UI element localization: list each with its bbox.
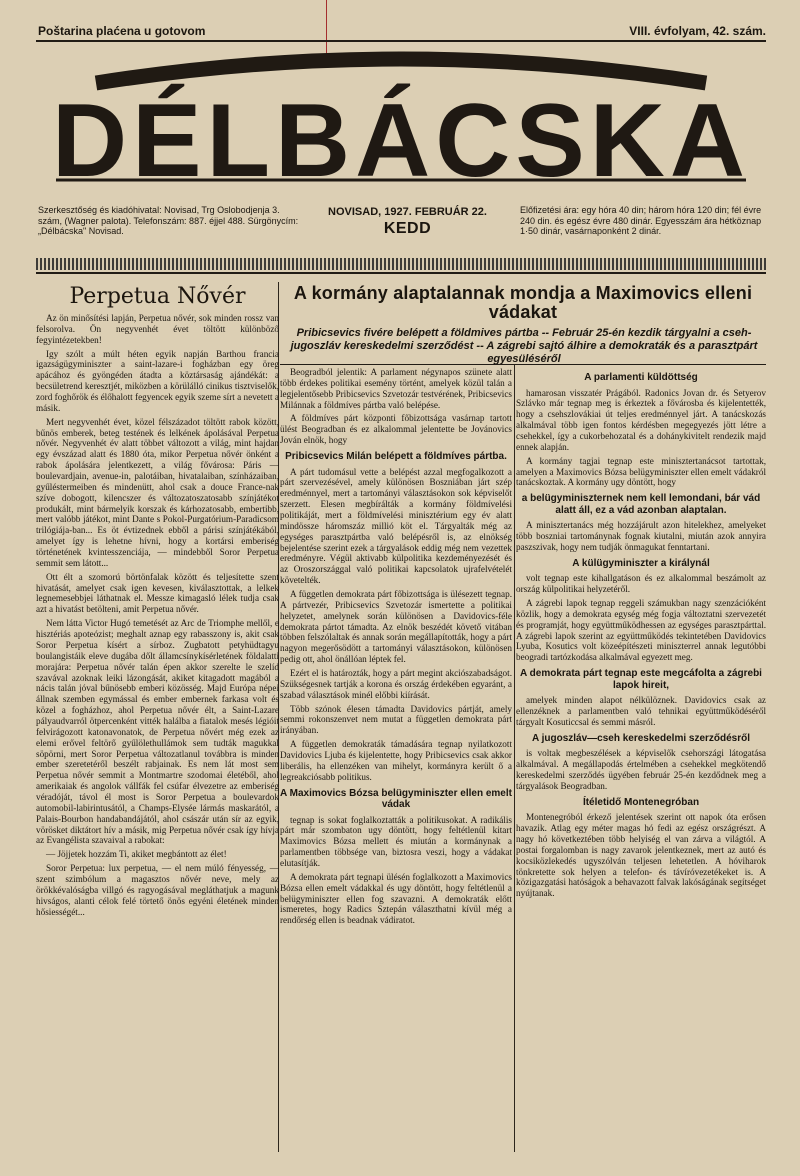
- left-paragraph: — Jöjjetek hozzám Ti, akiket megbántott az élet!: [46, 849, 227, 860]
- column-divider-right: [514, 365, 515, 1152]
- right-paragraph: volt tegnap este kihallgatáson és ez alkalommal beszámolt az ország külpolitikai helyzetéről.: [516, 573, 766, 595]
- main-headline: A kormány alaptalannak mondja a Maximovics elleni vádakat: [293, 283, 753, 323]
- main-subheadline: Pribicsevics fivére belépett a földmives pártba -- Február 25-én kezdik tárgyalni a cseh-jugoszláv kereskedelmi szerződést -- A zágrebi sajtó álhire a demokraták és a parasztpárt egyesüléséről: [290, 327, 758, 365]
- right-paragraph: is voltak megbeszélések a képviselők csehországi látogatása alkalmával. A megállapodás értelmében a csehekkel megkötendő kereskedelmi szerződés ügyében február 25-én kezdődnek meg a tárgyalások Beogradban.: [516, 748, 766, 791]
- middle-section-title: A Maximovics Bózsa belügyminiszter ellen emelt vádak: [280, 787, 512, 811]
- masthead-title: DÉLBÁCSKA: [52, 83, 750, 197]
- top-rule: [36, 40, 766, 42]
- header-bottom-rule: [36, 272, 766, 274]
- header-stripe: [36, 258, 766, 270]
- middle-paragraph: A párt tudomásul vette a belépést azzal megfogalkozott a párt szervezésével, amely különösen Boszniában járt szép eredménnyel, mert a tartományi választásokon sok képviselőt szerzett. Elesen megbírálták a kormány földmívelési politikáját, mert a földmívelési minisztérium egy év alatt mindössze háromszáz millió köt el. Tárgyalták még az egységes parasztpártba való belépésről is, az elnökség bejelentése szerint ezek a tárgyalások eddig még nem vezettek eredményre. Végül aktivabb külpolitika kezdeményezését és az Oroszországgal való politikai kapcsolatok ujrafelvételét követelték.: [280, 466, 512, 586]
- right-section-title: Ítéletidő Montenegróban: [582, 796, 700, 808]
- right-paragraph: amelyek minden alapot nélkülöznek. Davidovics csak az ellenzéknek a parlamentben való tehnikai együttműködéséről tárgyalt Kosuticcsal és semmi másról.: [516, 695, 766, 727]
- left-paragraph: Az ön minősítési lapján, Perpetua nővér, sok minden rossz van felsorolva. Ön negyvenhét évet töltött különböző fegyintézetekben!: [36, 313, 279, 345]
- left-paragraph: Soror Perpetua: lux perpetua, — el nem múló fényesség, — szent szimbólum a magasztos nővér neve, mely az örökkévalóságba villgó és ragyogásával megláthatjuk a magunk hivságos, alanti célok felé törtető önös egyéni életének minden hősiességét...: [36, 863, 279, 917]
- middle-paragraph: A földmíves párt központi főbizottsága vasárnap tartott ülést Beogradban és ez alkalommal jelentette be Jovánovics Jován elnök, hogy: [280, 413, 512, 446]
- middle-section-title: Pribicsevics Milán belépett a földmíves pártba.: [285, 451, 507, 463]
- issue-date: NOVISAD, 1927. FEBRUÁR 22.: [328, 206, 487, 218]
- middle-paragraph: A független demokraták támadására tegnap nyilatkozott Davidovics Ljuba és kijelentette, hogy Pribicsevics csak akkor liberális, ha ellenzéken van mihelyt, kormányra került ő a legreakciósabb politikus.: [280, 739, 512, 782]
- masthead: [36, 43, 766, 197]
- postage-note: Poštarina plaćena u gotovom: [38, 24, 206, 38]
- right-paragraph: hamarosan visszatér Prágából. Radonics Jovan dr. és Setyerov Szlávko már tegnap meg is érkeztek a fővárosba és kijelentették, hogy a csehszlovákiai út teljes eredménnyel járt. A tanácskozás alkalmával több igen fontos kérdésben megegyezés jött létre a csehekkel, így a cukorbehozatal és a dohánykivitelt rendezik majd ennek alapján.: [516, 387, 766, 452]
- middle-paragraph: Ezért el is határozták, hogy a párt megint akciószabadságot. Szükségesnek tartják a korona és ország érdekében egyaránt, a szabad választások minél előbbi kiírását.: [280, 667, 512, 700]
- right-column: [516, 367, 766, 1154]
- right-section-title: A jugoszláv—cseh kereskedelmi szerződésről: [531, 732, 751, 744]
- left-paragraph: Igy szólt a múlt héten egyik napján Barthou francia igazságügyminiszter a saint-lazare-i fogházban egy öreg apácához és gyöngéden átadta a köztársaság ajándékát: a becsületrend keresztjét, miközben a körülálló cinikus tisztviselők, zord foghőrök és élőhalott fegyencek egyik szeme sírt a nevetett a másik.: [36, 348, 279, 413]
- headline-rule: [280, 364, 766, 365]
- left-paragraph: Mert negyvenhét évet, közel félszázadot töltött rabok között, bűnös emberek, beteg testének és lelkének ápolásával Perpetua nővér. Negyvenhét év alatt többet változott a világ, mint hajdan egy évszázad alatt és 1880 óta, mikor Perpetua nővér önként a rabok ápolására jelentkezett, a világ fővárosa: Páris — boulevardjain, avenue-in, palotáiban, hivatalaiban, színházaiban, gyűléstermeiben és mindenütt, ahol csak a douce France-nak szíve dobogott, kilencszer és változatoszatosabb színjátékot produkált, mint bármelyik korszak és kárhozatosabb, embertibb, mert valóbb játékot, mint Dante s Pokol-Purgatórium-Paradicsom trilógiája-ban... Es öt évtizednek ebből a párisi színjátékából, amelyet így is lehetne hívni, hogy a kortársi emberiség történetének kvintesszenciája, — mindebből Soror Perpetua semmit sem látott...: [36, 416, 279, 568]
- right-section-title: a belügyminiszternek nem kell lemondani, bár vád alatt áll, ez a vád azonban alaptalan.: [521, 493, 761, 516]
- middle-column: [280, 367, 512, 1154]
- volume-number: VIII. évfolyam, 42. szám.: [629, 24, 766, 38]
- subscription-info: Előfizetési ára: egy hóra 40 din; három hóra 120 din; fél évre 240 din. és egész évre 480 dinár. Egyesszám ára hétköznap 1·50 dinár, vasárnaponként 2 dinár.: [520, 205, 762, 237]
- right-paragraph: A kormány tagjai tegnap este minisztertanácsot tartottak, amelyen a Maximovics Bózsa belügyminiszter ellen emelt vádakról tanácskoztak. A kormány ugy döntött, hogy: [516, 455, 766, 488]
- date-block: [320, 206, 495, 238]
- left-article-title: Perpetua Nővér: [69, 284, 246, 309]
- right-paragraph: A zágrebi lapok tegnap reggeli számukban nagy szenzációként közlik, hogy a demokrata egység még fogja változtatni szervezetét és programját, hogy együttműködhessen az egységes parasztpárttal. A zágrebi lapok szerint az együttműködés tekintetében Davidovics Lyuba, Kosutics volt közeépítészeti miniszterrel annak legutóbbi beogradi tartózkodása alkalmával egyezett meg.: [516, 598, 766, 663]
- editorial-info: Szerkesztőség és kiadóhivatal: Novisad, Trg Oslobodjenja 3. szám, (Wagner palota). Telefonszám: 887. éjjel 488. Sürgönycím: „Délbácska" Novisad.: [38, 205, 299, 237]
- top-line: [38, 24, 766, 40]
- right-section-title: A demokrata párt tegnap este megcáfolta a zágrebi lapok hireit,: [520, 668, 762, 691]
- left-paragraph: Nem látta Victor Hugó temetését az Arc de Triomphe mellől, e hisztériás apoteózist; meghalt aznap egy rabasszony is, akit csak Soror Perpetua kísért a sírboz. Zugbatott petyhüdtagyu boulangistáik eleve dugába dőlt államcsínykísérletének földalatti morajára: Perpetua nővér talán épen akkor szerelte le szelíd szavával azoknak leiki lázongását, akiket kitagadott magából a nácis talán jóval bűnösebb emberi közösség. Majd Európa népei állnak szemben egymással és ember embernek farkasa volt és közel a fogházhoz, ahol Perpetua nővér élt, a Saint-Lazare pályaudvarról ötpercenként vitték halálba a fiatalok mesés légióit felvirágozott katonavonatok, de Perpetua nővért még ezek az elemi erővel feltörő gyűlölethullámok sem tudták magukkal söpörni, mert Soror Perpetua változatlanul továbbra is minden ember szeretetéről beszélt rabjainak. Es nem lát most sem Perpetua nővér semmit a Montmartre szodomai életéből, ahol amerikaiak és angolok vállfák fel csúfar élvezetre az emberiség véradóját, távol él most is Soror Perpetua a boulevardok automobil-labirintusától, a Champs-Elysée lármás maskarától, a Palais-Bourbon handabandájától, ahol császár után sír az egyik, vörösket diktátort hív a másik, mig Perpetua nővér csak így hívja az Evangélista szavaival a rabokat:: [36, 618, 279, 846]
- right-paragraph: A minisztertanács még hozzájárult azon hitelekhez, amelyeket több boszniai tartománynak fognak kiutalni, miután azok annyira paszszivak, hogy nem tudják önmagukat fenntartani.: [516, 520, 766, 552]
- weekday: KEDD: [383, 220, 432, 238]
- right-section-title: A külügyminiszter a királynál: [572, 557, 710, 569]
- left-paragraph: Ott élt a szomorú börtönfalak között és teljesítette szent hivatását, amelyet csak igen kevesen, kiválasztottak, a lelkek legnemesebbjei láthatnak el. Messze kimagasló lélek tudja csak azt a hivatást betölteni, amit Perpetua nővér.: [36, 571, 279, 615]
- left-article: [36, 282, 279, 1154]
- middle-paragraph: Beogradból jelentik: A parlament négynapos szünete alatt több érdekes politikai esemény történt, amelyek közül talán a legjelentősebb Pribicsevics Szvetozár testvérének, Pribicsevics Milánnak a földmíves pártba való belépése.: [280, 367, 512, 410]
- middle-paragraph: tegnap is sokat foglalkoztatták a politikusokat. A radikális párt már szombaton ugy döntött, hogy feltétlenül kitart Maximovics Bózsa mellett és miután a kormánynak a parlamentben többsége van, biztosra veszi, hogy a vádakat elutasítják.: [280, 814, 512, 869]
- middle-paragraph: Több szónok élesen támadta Davidovics pártját, amely semmi rokonszenvet nem mutat a független demokrata párt irányában.: [280, 703, 512, 736]
- right-section-title: A parlamenti küldöttség: [584, 372, 698, 383]
- right-paragraph: Montenegróból érkező jelentések szerint ott napok óta erősen havazik. Atlag egy méter magas hó fedi az egész országrészt. A nagy hó következtében több helyiség el van zárva a világtól. A postai forgalomban is nagy zavarok jelentkeznek, mert az autó és kocsiközlekedés ugyszólván teljesen lehetetlen. A hóviharok tönkretette sok helyen a telefon- és távíróvezetékeket is. A közigazgatási hatóságok a behavazott falvak lakóságának segítséget nyújtanak.: [516, 812, 766, 899]
- middle-paragraph: A demokrata párt tegnapi ülésén foglalkozott a Maximovics Bózsa ellen emelt vádakkal és ugy döntött, hogy feltétlenül a belügyminiszter ellen fog szavazni. A demokraták előtt ismeretes, hogy Radics Sztepán választhatni kívül még a rendőrség ellen is beadnak vádiratot.: [280, 871, 512, 926]
- left-article-body: [36, 313, 279, 917]
- masthead-logo: [36, 43, 766, 197]
- middle-paragraph: A független demokrata párt főbizottsága is ülésezett tegnap. A pártvezér, Pribicsevics Szvetozár ismertette a politikai helyzetet, amelynek során különösen a Davidovics-féle demokrata pártot támadta. Az elnök beszédét követő vitában többen felszólaltak és annak során megállapították, hogy a párt nagyon megerősödött a tartományi választásokon, különösen pedig ott, ahol önállóan léptek fel.: [280, 588, 512, 665]
